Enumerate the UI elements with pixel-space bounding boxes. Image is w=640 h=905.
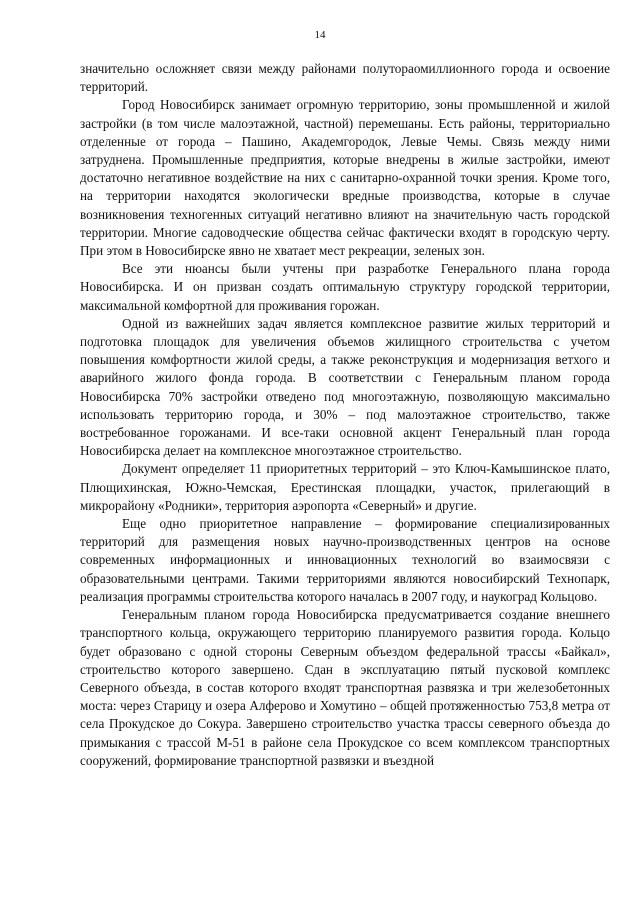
paragraph-priority-territories: Документ определяет 11 приоритетных территорий – это Ключ-Камышинское плато, Плющихинская, Южно-Чемская, Ерестинская площадки, участок, прилегающий в микрорайону «Родники», территория аэропорта «Северный» и другие. <box>80 461 610 513</box>
page-number: 14 <box>314 29 326 41</box>
paragraph-science-centers: Еще одно приоритетное направление – формирование специализированных территорий для размещения новых научно-производственных центров на основе современных информационных и инновационных технологий во взаимосвязи с образовательными центрами. Такими территориями являются новосибирский Технопарк, реализация программы строительства которого началась в 2007 году, и наукоград Кольцово. <box>80 516 610 604</box>
paragraph-general-plan: Все эти нюансы были учтены при разработке Генерального плана города Новосибирска. И он призван создать оптимальную структуру городской территории, максимальной комфортной для проживания горожан. <box>80 261 610 313</box>
paragraph-city-territory: Город Новосибирск занимает огромную территорию, зоны промышленной и жилой застройки (в том числе малоэтажной, частной) перемешаны. Есть районы, территориально отделенные от города – Пашино, Академгородок, Левые Чемы. Связь между ними затруднена. Промышленные предприятия, которые внедрены в жилые застройки, имеют достаточно негативное воздействие на них с санитарно-охранной точки зрения. Кроме того, на территории находятся экологически вредные производства, которые в случае возникновения техногенных ситуаций негативно влияют на значительную часть городской территории. Многие садоводческие общества сейчас фактически входят в городскую черту. При этом в Новосибирске явно не хватает мест рекреации, зеленых зон. <box>80 97 610 259</box>
body-text <box>80 60 610 770</box>
paragraph-housing-development: Одной из важнейших задач является комплексное развитие жилых территорий и подготовка площадок для увеличения объемов жилищного строительства с учетом повышения комфортности жилой среды, а также реконструкция и модернизация ветхого и аварийного жилого фонда города. В соответствии с Генеральным планом города Новосибирска 70% застройки отведено под многоэтажную, позволяющую максимально использовать территорию города, и 30% – под малоэтажное строительство, также востребованное горожанами. И все-таки основной акцент Генеральный план города Новосибирска делает на комплексное многоэтажное строительство. <box>80 315 610 459</box>
paragraph-transport-ring: Генеральным планом города Новосибирска предусматривается создание внешнего транспортного кольца, окружающего территорию планируемого развития города. Кольцо будет образовано с одной стороны Северным объездом федеральной трассы «Байкал», строительство которого завершено. Сдан в эксплуатацию пятый пусковой комплекс Северного объезда, в состав которого входят транспортная развязка и три железобетонных моста: через Старицу и озера Алферово и Хомутино – общей протяженностью 753,8 метра от села Прокудское до Сокура. Завершено строительство участка трассы северного объезда до примыкания с трассой М-51 в районе села Прокудское со всем комплексом транспортных сооружений, формирование транспортной развязки и въездной <box>80 607 610 768</box>
paragraph-continuation: значительно осложняет связи между районами полутораомиллионного города и освоение территорий. <box>80 61 610 95</box>
